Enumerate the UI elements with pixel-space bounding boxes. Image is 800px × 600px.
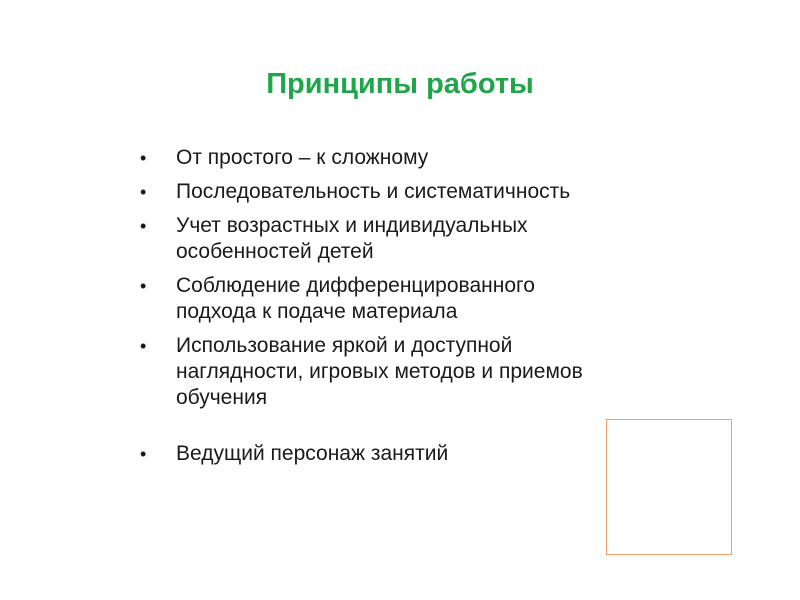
bullet-item — [140, 273, 720, 325]
bullet-marker-icon: • — [140, 276, 147, 296]
bullet-text-line: подхода к подаче материала — [176, 300, 458, 323]
bullet-item — [140, 333, 720, 411]
bullet-item — [140, 179, 720, 205]
slide-title: Принципы работы — [266, 68, 534, 100]
bullet-text: От простого – к сложному — [176, 146, 429, 169]
bullet-item — [140, 145, 720, 171]
bullet-text: Ведущий персонаж занятий — [176, 442, 449, 465]
bullet-marker-icon: • — [140, 182, 147, 202]
bullet-text-line: особенностей детей — [176, 240, 374, 263]
image-placeholder-frame — [606, 419, 732, 555]
bullet-text-line: обучения — [176, 386, 268, 409]
bullet-text-line: Соблюдение дифференцированного — [176, 274, 535, 297]
bullet-item — [140, 213, 720, 265]
bullet-marker-icon: • — [140, 336, 147, 356]
bullet-text: Последовательность и систематичность — [176, 180, 571, 203]
bullet-text-line: Использование яркой и доступной — [176, 334, 513, 357]
bullet-marker-icon: • — [140, 444, 147, 464]
bullet-marker-icon: • — [140, 216, 147, 236]
bullet-text-line: Учет возрастных и индивидуальных — [176, 214, 528, 237]
bullet-text-line: наглядности, игровых методов и приемов — [176, 360, 583, 383]
bullet-marker-icon: • — [140, 148, 147, 168]
